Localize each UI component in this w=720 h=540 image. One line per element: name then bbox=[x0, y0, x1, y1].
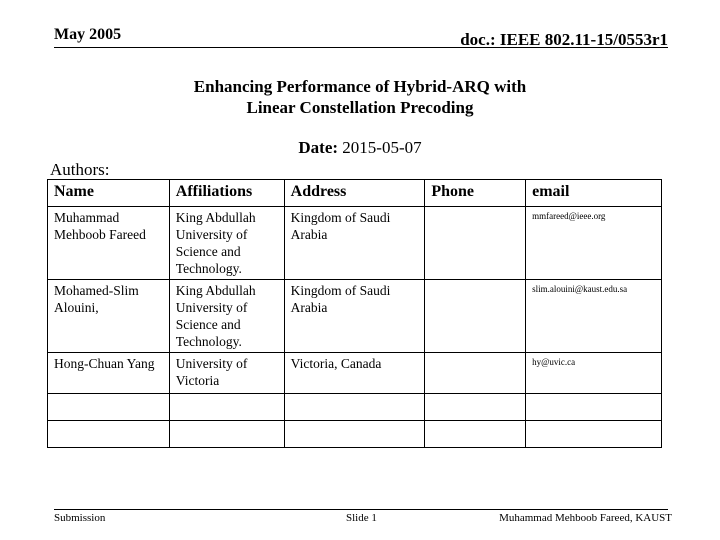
footer-author: Muhammad Mehboob Fareed, KAUST bbox=[499, 512, 672, 524]
header-date: May 2005 bbox=[54, 26, 122, 43]
col-header-name: Name bbox=[48, 180, 170, 207]
col-header-phone: Phone bbox=[425, 180, 526, 207]
cell-phone bbox=[425, 421, 526, 448]
header-doc-id: doc.: IEEE 802.11-15/0553r1 bbox=[460, 30, 668, 49]
cell-email bbox=[526, 421, 662, 448]
title-line-2: Linear Constellation Precoding bbox=[246, 98, 474, 117]
cell-email[interactable]: mmfareed@ieee.org bbox=[526, 207, 662, 280]
table-row bbox=[48, 353, 662, 394]
cell-name bbox=[48, 394, 170, 421]
table-row bbox=[48, 280, 662, 353]
col-header-email: email bbox=[526, 180, 662, 207]
cell-address: Kingdom of Saudi Arabia bbox=[284, 207, 425, 280]
cell-email[interactable]: slim.alouini@kaust.edu.sa bbox=[526, 280, 662, 353]
cell-name: Hong-Chuan Yang bbox=[48, 353, 170, 394]
table-row bbox=[48, 207, 662, 280]
cell-affiliation: King Abdullah University of Science and Technology. bbox=[169, 280, 284, 353]
cell-name bbox=[48, 421, 170, 448]
cell-phone bbox=[425, 280, 526, 353]
col-header-address: Address bbox=[284, 180, 425, 207]
cell-affiliation: University of Victoria bbox=[169, 353, 284, 394]
slide-title bbox=[60, 76, 660, 118]
cell-affiliation bbox=[169, 421, 284, 448]
authors-label: Authors: bbox=[50, 160, 110, 179]
date-label: Date: bbox=[298, 138, 339, 157]
footer-submission: Submission bbox=[54, 512, 106, 524]
cell-phone bbox=[425, 207, 526, 280]
cell-affiliation bbox=[169, 394, 284, 421]
cell-address bbox=[284, 394, 425, 421]
authors-table bbox=[47, 179, 662, 448]
header-divider bbox=[54, 47, 668, 48]
cell-email[interactable]: hy@uvic.ca bbox=[526, 353, 662, 394]
cell-address bbox=[284, 421, 425, 448]
cell-address: Victoria, Canada bbox=[284, 353, 425, 394]
cell-affiliation: King Abdullah University of Science and Technology. bbox=[169, 207, 284, 280]
footer-divider bbox=[54, 509, 668, 510]
cell-email bbox=[526, 394, 662, 421]
table-row bbox=[48, 394, 662, 421]
cell-phone bbox=[425, 353, 526, 394]
cell-name: Mohamed-Slim Alouini, bbox=[48, 280, 170, 353]
footer-slide-number: Slide 1 bbox=[346, 512, 377, 524]
cell-name: Muhammad Mehboob Fareed bbox=[48, 207, 170, 280]
cell-address: Kingdom of Saudi Arabia bbox=[284, 280, 425, 353]
col-header-affiliations: Affiliations bbox=[169, 180, 284, 207]
date-value: 2015-05-07 bbox=[342, 138, 422, 157]
title-line-1: Enhancing Performance of Hybrid-ARQ with bbox=[193, 77, 527, 96]
cell-phone bbox=[425, 394, 526, 421]
date-line bbox=[60, 138, 660, 158]
table-row bbox=[48, 421, 662, 448]
table-header-row bbox=[48, 180, 662, 207]
